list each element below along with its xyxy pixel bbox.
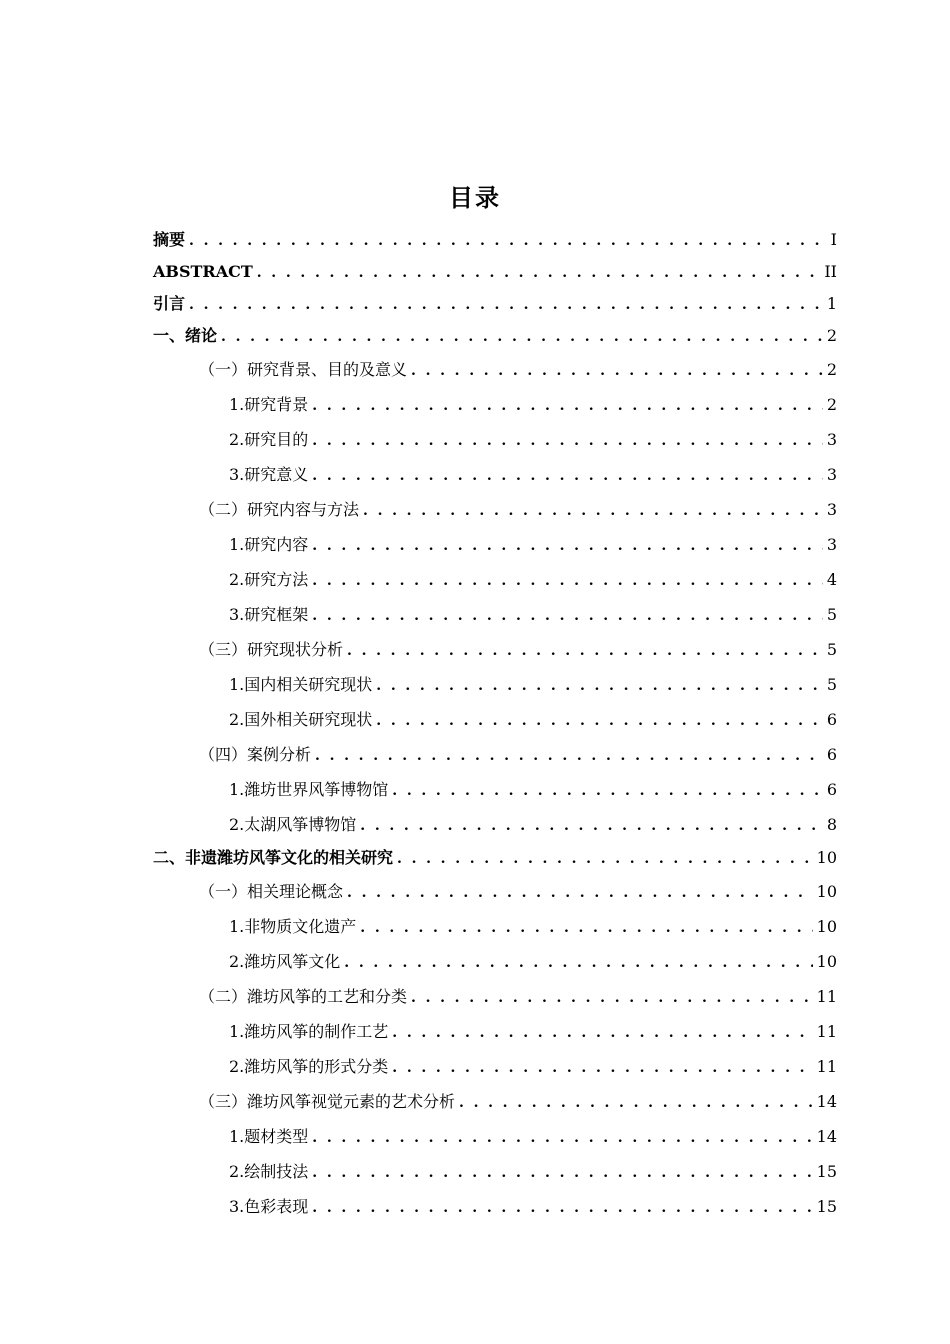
toc-entry-page: 8 [826, 815, 837, 834]
toc-entry-label: 3.色彩表现 [229, 1197, 309, 1216]
toc-entry-page: II [824, 262, 837, 281]
toc-entry-page: 6 [826, 710, 837, 729]
toc-entry-label: 1.研究内容 [229, 535, 309, 554]
toc-entry-subsection[interactable] [153, 807, 837, 842]
toc-entry-chapter-2[interactable] [153, 842, 837, 874]
toc-entry-page: 10 [816, 917, 837, 936]
toc-entry-section[interactable] [153, 492, 837, 527]
toc-entry-section[interactable] [153, 874, 837, 909]
dot-leader [189, 225, 827, 257]
dot-leader [376, 669, 823, 704]
toc-entry-page: 15 [816, 1162, 837, 1181]
toc-entry-label: 2.潍坊风筝文化 [229, 952, 341, 971]
toc-entry-page: 4 [826, 570, 837, 589]
dot-leader [312, 459, 823, 494]
dot-leader [312, 424, 823, 459]
toc-entry-section[interactable] [153, 979, 837, 1014]
toc-entry-subsection[interactable] [153, 772, 837, 807]
toc-entry-section[interactable] [153, 632, 837, 667]
dot-leader [392, 1051, 812, 1086]
toc-entry-page: 1 [826, 294, 837, 313]
dot-leader [315, 739, 823, 774]
dot-leader [392, 1016, 812, 1051]
toc-entry-page: 14 [816, 1092, 837, 1111]
dot-leader [189, 289, 823, 321]
dot-leader [411, 354, 823, 389]
dot-leader [312, 564, 823, 599]
toc-entry-subsection[interactable] [153, 1154, 837, 1189]
toc-entry-label: 摘要 [153, 230, 186, 249]
dot-leader [347, 634, 823, 669]
toc-entry-subsection[interactable] [153, 667, 837, 702]
toc-entry-subsection[interactable] [153, 527, 837, 562]
toc-entry-abstract-en[interactable] [153, 256, 837, 288]
toc-entry-subsection[interactable] [153, 597, 837, 632]
toc-entry-label: 2.国外相关研究现状 [229, 710, 373, 729]
toc-entry-page: 6 [826, 745, 837, 764]
toc-entry-subsection[interactable] [153, 387, 837, 422]
toc-entry-page: 10 [816, 848, 837, 867]
toc-entry-label: 1.题材类型 [229, 1127, 309, 1146]
toc-entry-page: 2 [826, 326, 837, 345]
toc-entry-page: 5 [826, 675, 837, 694]
toc-entry-page: 2 [826, 395, 837, 414]
toc-entry-subsection[interactable] [153, 702, 837, 737]
toc-entry-subsection[interactable] [153, 1014, 837, 1049]
toc-entry-label: 2.太湖风筝博物馆 [229, 815, 357, 834]
toc-entry-subsection[interactable] [153, 944, 837, 979]
toc-entry-label: 二、非遗潍坊风筝文化的相关研究 [153, 848, 394, 867]
toc-entry-page: 6 [826, 780, 837, 799]
toc-entry-label: 1.国内相关研究现状 [229, 675, 373, 694]
dot-leader [411, 981, 813, 1016]
toc-entry-page: 15 [816, 1197, 837, 1216]
toc-entry-label: ABSTRACT [153, 262, 253, 281]
toc-entry-label: 1.潍坊风筝的制作工艺 [229, 1022, 389, 1041]
dot-leader [221, 321, 823, 353]
toc-entry-page: 10 [816, 952, 837, 971]
dot-leader [360, 911, 812, 946]
toc-entry-subsection[interactable] [153, 457, 837, 492]
toc-entry-chapter-1[interactable] [153, 320, 837, 352]
dot-leader [312, 389, 823, 424]
toc-entry-label: 3.研究意义 [229, 465, 309, 484]
dot-leader [363, 494, 823, 529]
toc-entry-page: 5 [826, 640, 837, 659]
toc-entry-section[interactable] [153, 352, 837, 387]
toc-entry-section[interactable] [153, 737, 837, 772]
toc-entry-abstract-cn[interactable] [153, 224, 837, 256]
dot-leader [312, 529, 823, 564]
toc-entry-page: 3 [826, 500, 837, 519]
toc-entry-label: 3.研究框架 [229, 605, 309, 624]
toc-entry-label: （一）研究背景、目的及意义 [199, 360, 408, 379]
dot-leader [376, 704, 823, 739]
toc-entry-page: 2 [826, 360, 837, 379]
toc-entry-label: （二）潍坊风筝的工艺和分类 [199, 987, 408, 1006]
toc-entry-label: 引言 [153, 294, 186, 313]
dot-leader [347, 876, 813, 911]
toc-entry-page: 11 [816, 987, 837, 1006]
toc-entry-page: 11 [816, 1022, 837, 1041]
toc-entry-label: 2.研究方法 [229, 570, 309, 589]
toc-entry-label: 1.潍坊世界风筝博物馆 [229, 780, 389, 799]
toc-entry-page: 5 [826, 605, 837, 624]
toc-entry-page: 14 [816, 1127, 837, 1146]
toc-entry-section[interactable] [153, 1084, 837, 1119]
toc-entry-label: 2.研究目的 [229, 430, 309, 449]
toc-entry-label: （一）相关理论概念 [199, 882, 344, 901]
dot-leader [312, 1121, 812, 1156]
toc-entry-page: 10 [816, 882, 837, 901]
dot-leader [312, 1191, 812, 1226]
toc-entry-subsection[interactable] [153, 422, 837, 457]
table-of-contents [153, 224, 837, 1224]
dot-leader [392, 774, 823, 809]
toc-entry-label: 1.非物质文化遗产 [229, 917, 357, 936]
toc-entry-subsection[interactable] [153, 1189, 837, 1224]
toc-entry-subsection[interactable] [153, 1119, 837, 1154]
toc-entry-subsection[interactable] [153, 562, 837, 597]
toc-entry-label: （三）研究现状分析 [199, 640, 344, 659]
dot-leader [312, 599, 823, 634]
page-title: 目录 [449, 184, 501, 213]
toc-entry-label: 1.研究背景 [229, 395, 309, 414]
toc-entry-page: 3 [826, 535, 837, 554]
toc-entry-subsection[interactable] [153, 1049, 837, 1084]
toc-entry-introduction[interactable] [153, 288, 837, 320]
toc-entry-page: I [830, 230, 837, 249]
toc-entry-subsection[interactable] [153, 909, 837, 944]
dot-leader [344, 946, 812, 981]
toc-entry-page: 11 [816, 1057, 837, 1076]
toc-entry-label: 2.潍坊风筝的形式分类 [229, 1057, 389, 1076]
toc-entry-label: （二）研究内容与方法 [199, 500, 360, 519]
toc-entry-label: （四）案例分析 [199, 745, 312, 764]
dot-leader [360, 809, 823, 844]
dot-leader [459, 1086, 813, 1121]
toc-entry-page: 3 [826, 430, 837, 449]
toc-entry-page: 3 [826, 465, 837, 484]
toc-entry-label: 2.绘制技法 [229, 1162, 309, 1181]
dot-leader [312, 1156, 812, 1191]
dot-leader [397, 843, 813, 875]
toc-entry-label: （三）潍坊风筝视觉元素的艺术分析 [199, 1092, 456, 1111]
toc-entry-label: 一、绪论 [153, 326, 218, 345]
dot-leader [257, 257, 821, 289]
